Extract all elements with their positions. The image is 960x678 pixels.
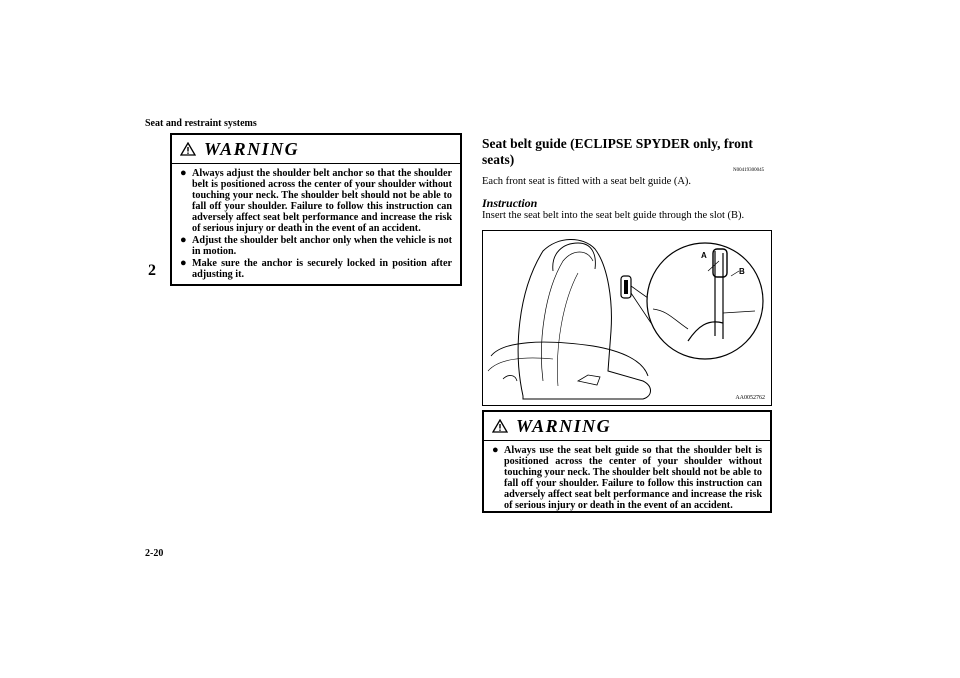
label-a: A — [701, 251, 707, 260]
warning-item-text: Always use the seat belt guide so that the shoulder belt is positioned across the center of your shoulder without touching your neck. The shoulder belt should not be able to fall off your shoulder. Failure to follow this instruction can adversely affect seat belt performance and increase the risk of serious injury or death in the event of an accident. — [504, 445, 762, 511]
section-heading: Seat belt guide (ECLIPSE SPYDER only, front seats) — [482, 136, 753, 167]
warning-header — [172, 135, 460, 164]
warning-box-left — [170, 133, 462, 286]
warning-title: WARNING — [204, 138, 300, 159]
warning-item — [180, 235, 452, 257]
warning-item-text: Make sure the anchor is securely locked in position after adjusting it. — [192, 258, 452, 280]
subheading: Instruction — [482, 196, 538, 210]
bullet-icon: ● — [492, 444, 499, 456]
warning-item-text: Adjust the shoulder belt anchor only when the vehicle is not in motion. — [192, 235, 452, 257]
warning-item-text: Always adjust the shoulder belt anchor so that the shoulder belt is positioned across the center of your shoulder without touching your neck. The shoulder belt should not be able to fall off your shoulder. Failure to follow this instruction can adversely affect seat belt performance and increase the risk of serious injury or death in the event of an accident. — [192, 168, 452, 234]
warning-header — [484, 412, 770, 441]
instruction-text: Insert the seat belt into the seat belt guide through the slot (B). — [482, 210, 745, 221]
bullet-icon: ● — [180, 257, 187, 269]
bullet-icon: ● — [180, 234, 187, 246]
bullet-icon: ● — [180, 167, 187, 179]
seat-belt-guide-illustration — [482, 230, 772, 406]
figure-code: AA0052762 — [735, 395, 765, 401]
section-title: Seat and restraint systems — [145, 118, 257, 129]
label-b: B — [739, 267, 745, 276]
page-number: 2-20 — [145, 548, 164, 559]
warning-box-right — [482, 410, 772, 513]
seat-drawing — [483, 231, 770, 404]
warning-item — [180, 168, 452, 234]
document-code: N00419300045 — [733, 168, 765, 173]
intro-text: Each front seat is fitted with a seat belt guide (A). — [482, 176, 692, 187]
warning-title: WARNING — [516, 415, 612, 436]
warning-triangle-icon — [492, 419, 508, 433]
chapter-number: 2 — [148, 262, 156, 279]
warning-item — [492, 445, 762, 511]
warning-item — [180, 258, 452, 280]
warning-list — [172, 164, 460, 280]
warning-list — [484, 441, 770, 511]
warning-triangle-icon — [180, 142, 196, 156]
